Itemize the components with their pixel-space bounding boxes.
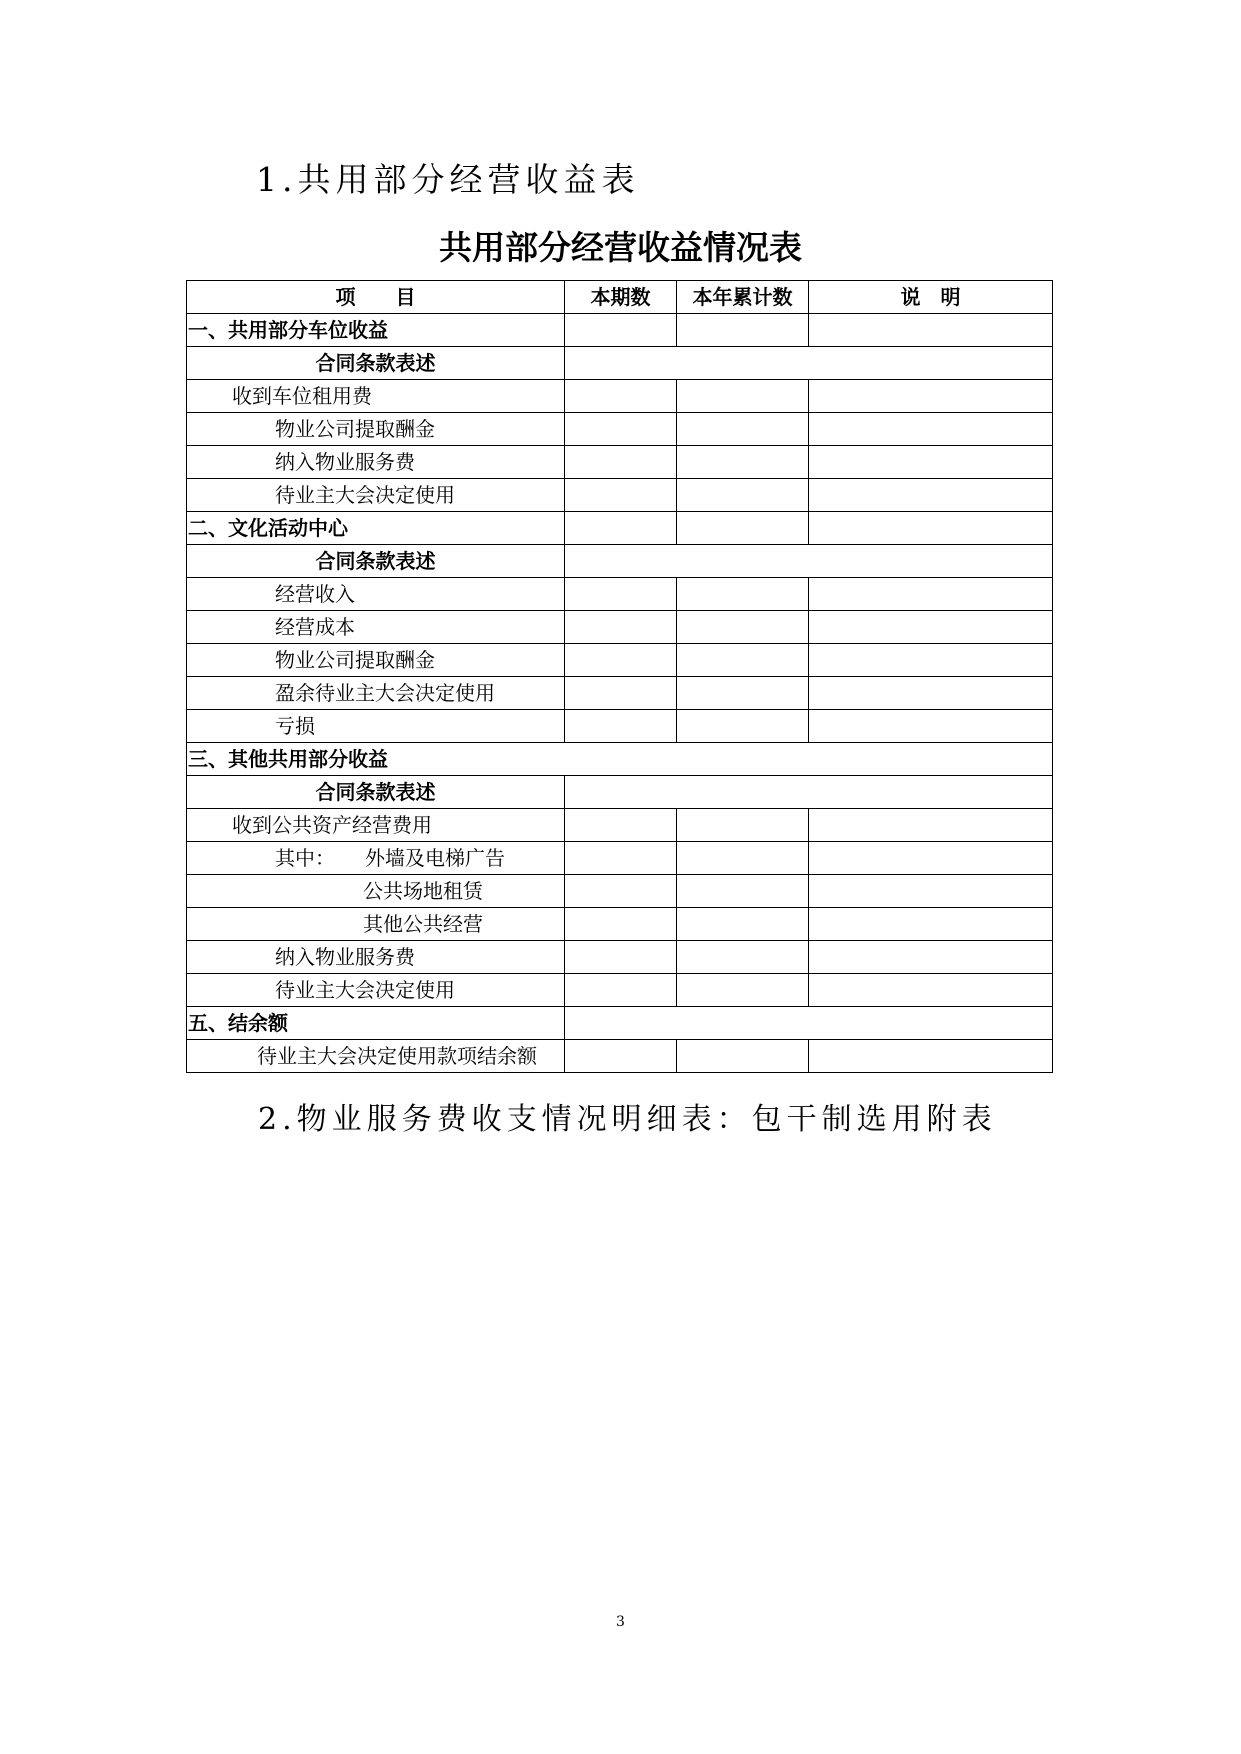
header-note: 说 明 xyxy=(809,281,1053,314)
table-row xyxy=(187,644,1053,677)
table-cell xyxy=(677,611,809,644)
table-cell xyxy=(677,710,809,743)
table-cell xyxy=(677,974,809,1007)
table-cell xyxy=(809,446,1053,479)
table-cell xyxy=(565,842,677,875)
table-cell xyxy=(809,644,1053,677)
table-cell xyxy=(809,710,1053,743)
table-cell xyxy=(809,677,1053,710)
section-row xyxy=(187,512,1053,545)
income-table xyxy=(186,280,1053,1073)
table-cell xyxy=(809,809,1053,842)
table-cell xyxy=(565,380,677,413)
section-title: 五、结余额 xyxy=(187,1007,565,1040)
table-cell xyxy=(677,908,809,941)
table-cell xyxy=(565,974,677,1007)
header-current-period: 本期数 xyxy=(565,281,677,314)
table-cell xyxy=(565,941,677,974)
table-row xyxy=(187,941,1053,974)
table-cell xyxy=(809,578,1053,611)
contract-row xyxy=(187,545,1053,578)
table-cell xyxy=(565,578,677,611)
contract-cell xyxy=(565,776,1053,809)
table-cell xyxy=(809,875,1053,908)
table-cell xyxy=(565,512,677,545)
table-row xyxy=(187,1040,1053,1073)
section-row xyxy=(187,1007,1053,1040)
contract-cell xyxy=(565,347,1053,380)
row-label: 纳入物业服务费 xyxy=(187,446,565,479)
table-cell xyxy=(677,479,809,512)
table-header-row xyxy=(187,281,1053,314)
header-year-to-date: 本年累计数 xyxy=(677,281,809,314)
table-cell xyxy=(809,479,1053,512)
contract-label: 合同条款表述 xyxy=(187,776,565,809)
contract-row xyxy=(187,347,1053,380)
row-label: 待业主大会决定使用款项结余额 xyxy=(187,1040,565,1073)
header-item: 项 目 xyxy=(187,281,565,314)
table-cell xyxy=(565,809,677,842)
table-cell xyxy=(565,479,677,512)
page-number: 3 xyxy=(616,1614,625,1630)
contract-label: 合同条款表述 xyxy=(187,545,565,578)
table-cell xyxy=(677,1040,809,1073)
table-row xyxy=(187,710,1053,743)
row-label: 物业公司提取酬金 xyxy=(187,644,565,677)
table-cell xyxy=(565,314,677,347)
row-label: 经营收入 xyxy=(187,578,565,611)
table-cell xyxy=(809,842,1053,875)
table-cell xyxy=(565,1040,677,1073)
table-cell xyxy=(677,677,809,710)
table-cell xyxy=(809,908,1053,941)
row-label: 收到车位租用费 xyxy=(187,380,565,413)
table-cell xyxy=(565,644,677,677)
row-label: 纳入物业服务费 xyxy=(187,941,565,974)
section-heading-1: 1.共用部分经营收益表 xyxy=(256,160,640,199)
section-title: 一、共用部分车位收益 xyxy=(187,314,565,347)
section-heading-2: 2.物业服务费收支情况明细表：包干制选用附表 xyxy=(258,1102,997,1137)
table-cell xyxy=(677,413,809,446)
table-cell xyxy=(565,710,677,743)
row-label: 亏损 xyxy=(187,710,565,743)
table-cell xyxy=(677,875,809,908)
row-sublabel: 外墙及电梯广告 xyxy=(365,846,505,870)
section-row xyxy=(187,743,1053,776)
row-label: 经营成本 xyxy=(187,611,565,644)
row-label: 其他公共经营 xyxy=(187,908,565,941)
row-label: 待业主大会决定使用 xyxy=(187,974,565,1007)
row-label: 公共场地租赁 xyxy=(187,875,565,908)
table-cell xyxy=(677,578,809,611)
section-title: 三、其他共用部分收益 xyxy=(187,743,1053,776)
table-cell xyxy=(677,809,809,842)
table-row xyxy=(187,875,1053,908)
table-cell xyxy=(677,314,809,347)
row-label: 待业主大会决定使用 xyxy=(187,479,565,512)
table-row xyxy=(187,479,1053,512)
table-cell xyxy=(809,380,1053,413)
table-row xyxy=(187,974,1053,1007)
table-cell xyxy=(677,941,809,974)
table-cell xyxy=(565,611,677,644)
row-label: 物业公司提取酬金 xyxy=(187,413,565,446)
table-cell xyxy=(677,380,809,413)
table-cell xyxy=(565,446,677,479)
table-cell xyxy=(677,512,809,545)
table-row xyxy=(187,380,1053,413)
contract-cell xyxy=(565,545,1053,578)
table-cell xyxy=(809,974,1053,1007)
row-label: 收到公共资产经营费用 xyxy=(187,809,565,842)
table-cell xyxy=(809,512,1053,545)
table-cell xyxy=(809,413,1053,446)
table-row xyxy=(187,908,1053,941)
table-row xyxy=(187,842,1053,875)
table-title: 共用部分经营收益情况表 xyxy=(439,228,802,267)
row-label xyxy=(187,842,565,875)
contract-label: 合同条款表述 xyxy=(187,347,565,380)
table-cell xyxy=(677,644,809,677)
table-cell xyxy=(809,941,1053,974)
row-prefix: 其中： xyxy=(275,846,335,870)
table-cell xyxy=(809,314,1053,347)
table-cell xyxy=(677,842,809,875)
table-cell xyxy=(809,611,1053,644)
table-row xyxy=(187,446,1053,479)
row-label: 盈余待业主大会决定使用 xyxy=(187,677,565,710)
table-cell xyxy=(565,413,677,446)
table-row xyxy=(187,611,1053,644)
table-row xyxy=(187,578,1053,611)
table-row xyxy=(187,413,1053,446)
table-cell xyxy=(677,446,809,479)
contract-row xyxy=(187,776,1053,809)
table-cell xyxy=(565,1007,1053,1040)
table-cell xyxy=(565,875,677,908)
table-cell xyxy=(565,677,677,710)
section-title: 二、文化活动中心 xyxy=(187,512,565,545)
table-row xyxy=(187,809,1053,842)
section-row xyxy=(187,314,1053,347)
table-cell xyxy=(809,1040,1053,1073)
table-row xyxy=(187,677,1053,710)
table-cell xyxy=(565,908,677,941)
